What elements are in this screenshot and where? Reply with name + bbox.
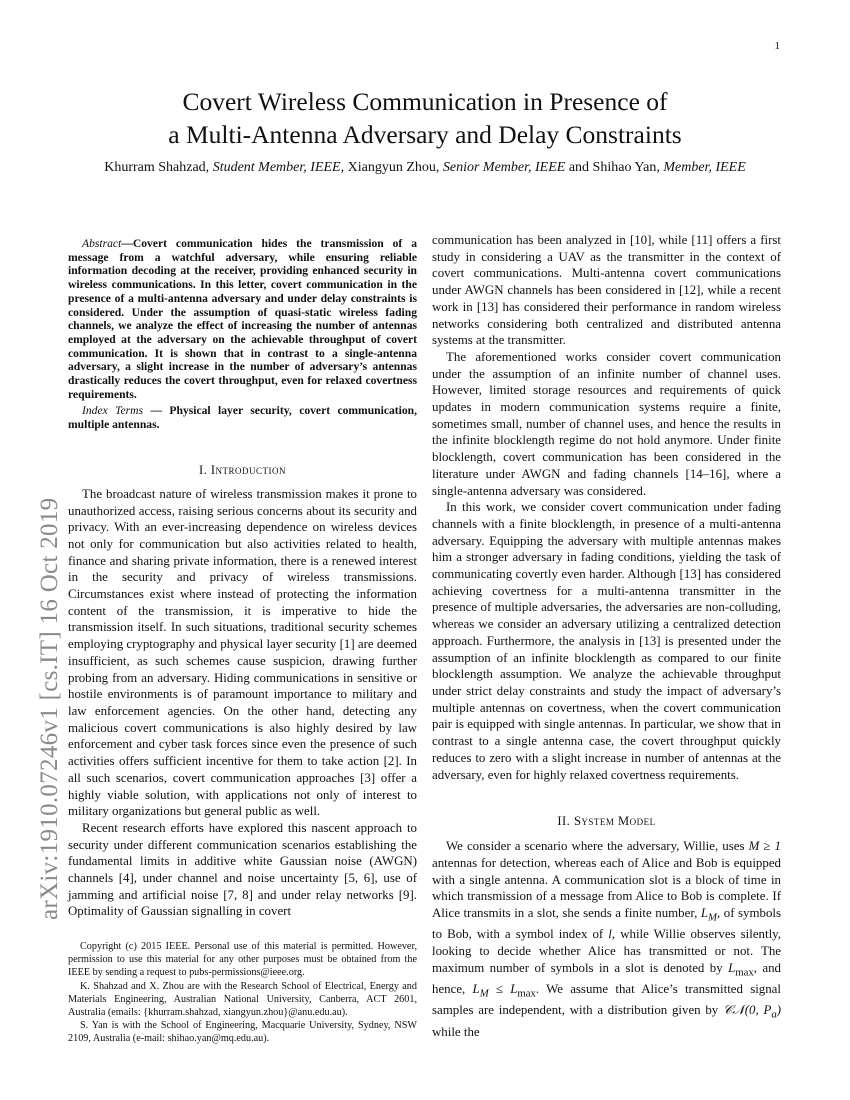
paper-title [0,85,850,151]
section-number: II. [557,814,574,829]
footnotes [68,940,417,1046]
math-inline: L [510,981,518,996]
text-run: , while Willie observes silently, looking to decide whether Alice has transmitted or not. The maximum number of symbols in a slot is denoted by [432,927,781,975]
page-number: 1 [774,40,780,52]
abstract-label: Abstract [82,237,122,250]
math-inline: L [728,960,736,975]
text-run: We consider a scenario where the adversary, Willie, uses [446,839,749,854]
left-column [68,237,417,920]
section-title: System Model [573,814,656,829]
right-column [432,232,781,1040]
math-inline: 𝒞𝒩(0, P [723,1003,772,1018]
math-inline: M ≥ 1 [748,839,781,854]
abstract [68,237,417,401]
text-run: antennas for detection, whereas each of Alice and Bob is equipped with a single antenna. A communication slot is a block of time in which transmission of a message from Alice to Bob is complete. If Alice transmits in a slot, she sends a finite number, [432,855,781,921]
intro-paragraph-1: The broadcast nature of wireless transmission makes it prone to unauthorized access, raising serious concerns about its security and privacy. With an ever-increasing dependence on wireless devices not only for communication but also activities related to health, finance and sharing private information, there is a renewed interest in the security and privacy of wireless transmissions. Circumstances exist where instead of protecting the information content of the transmission, it is imperative to hide the transmission itself. In such situations, traditional security schemes employing cryptography and physical layer security [1] are deemed insufficient, as such schemes cause suspicion, drawing further probing from an adversary. Hiding communications in sensitive or hostile environments is of paramount importance to military and law enforcement agencies. On the other hand, detecting any malicious covert communications is also highly desired by law enforcement and cyber task forces since even the presence of such activities offers sufficient incentive for them to take action [2]. In all such scenarios, covert communication approaches [3] offer a highly viable solution, with applications not only of interest to military organizations but general public as well. [68,486,417,819]
section-heading-introduction [68,463,417,478]
author-1-role: Student Member, IEEE [212,160,341,175]
math-subscript: M [479,987,489,1000]
author-list [0,160,850,176]
math-operator: ≤ [488,981,511,996]
math-inline: ) [776,1003,781,1018]
title-line-1: Covert Wireless Communication in Presence of [182,87,668,116]
author-3: and Shihao Yan, [565,160,664,175]
index-terms-text: — Physical layer security, covert communication, multiple antennas. [68,404,418,432]
math-subscript: a [771,1008,777,1021]
math-subscript: M [708,911,717,924]
author-1: Khurram Shahzad, [104,160,213,175]
section-heading-system-model [432,814,781,829]
intro-paragraph-3: The aforementioned works consider covert communication under the assumption of an infinite number of channel uses. However, limited storage resources and requirements of quick updates in modern communication systems require a finite, sometimes small, number of channel uses, and hence the results in the infinite blocklength regime do not hold anymore. Under finite blocklength, covert communication has been considered in the literature under AWGN and fading channels [14–16], where a single-antenna adversary was considered. [432,349,781,498]
math-inline: l [608,927,612,942]
footnote-affiliation-2: S. Yan is with the School of Engineering, Macquarie University, Sydney, NSW 2109, Australia (e-mail: shihao.yan@mq.edu.au). [68,1020,417,1045]
author-2-role: Senior Member, IEEE [442,160,566,175]
index-terms-label: Index Terms [82,404,144,418]
section-title: Introduction [210,462,287,477]
title-line-2: a Multi-Antenna Adversary and Delay Constraints [168,120,682,149]
math-inline: L [472,981,480,996]
intro-paragraph-2: Recent research efforts have explored this nascent approach to security under different communication scenarios establishing the fundamental limits in additive white Gaussian noise (AWGN) channels [4], under channel and noise uncertainty [5, 6], use of jamming and artificial noise [7, 8] and under relay networks [9]. Optimality of Gaussian signalling in covert [68,820,417,919]
abstract-text: —Covert communication hides the transmission of a message from a watchful adversary, while ensuring reliable information decoding at the receiver, providing enhanced security in wireless communications. In this letter, covert communication in the presence of a multi-antenna adversary and under delay constraints is considered. Under the assumption of quasi-static wireless fading channels, we analyze the effect of increasing the number of antennas employed at the adversary on the achievable throughput of covert communication. It is shown that in contrast to a single-antenna adversary, a slight increase in the number of adversary’s antennas drastically reduces the covert throughput, even for relaxed covertness requirements. [68,237,417,401]
author-2: , Xiangyun Zhou, [340,160,443,175]
intro-paragraph-4: In this work, we consider covert communication under fading channels with a finite blocklength, in presence of a multi-antenna adversary. Equipping the adversary with multiple antennas makes him a stronger adversary in fading conditions, yielding the task of communicating covertly even harder. Although [13] has considered achieving covertness for a multi-antenna transmitter in the presence of multiple adversaries, the adversaries are non-colluding, whereas we consider an adversary utilizing a centralized detection approach. Furthermore, the analysis in [13] is presented under the assumption of an infinite blocklength as compared to our finite blocklength assumption. We analyze the achievable throughput under strict delay constraints and study the impact of adversary’s multiple antennas on covertness, when the covert communication pair is equipped with single antennas. In particular, we show that in contrast to a single antenna case, the covert throughput quickly reduces to zero with a slight increase in number of antennas at the adversary, even for highly relaxed covertness requirements. [432,500,781,782]
system-model-paragraph-1 [432,838,781,1040]
text-run: while the [432,1024,480,1039]
index-terms [68,404,417,431]
text-run: , and hence, [432,960,782,996]
intro-paragraph-2-continued: communication has been analyzed in [10], while [11] offers a first study in considering a UAV as the transmitter in the context of covert communications. Multi-antenna covert communications under AWGN channels has been considered in [12], while a recent work in [13] has considered their performance in random wireless networks considering both centralized and distributed antenna systems at the transmitter. [432,233,781,348]
footnote-copyright: Copyright (c) 2015 IEEE. Personal use of this material is permitted. However, permission to use this material for any other purposes must be obtained from the IEEE by sending a request to pubs-permissions@ieee.org. [68,941,417,979]
footnote-affiliation-1: K. Shahzad and X. Zhou are with the Research School of Electrical, Energy and Materials Engineering, Australian National University, Canberra, ACT 2601, Australia (emails: {khurram.shahzad, xiangyun.zhou}@anu.edu.au). [68,980,417,1019]
author-3-role: Member, IEEE [663,160,746,175]
math-subscript: max [517,987,536,1000]
text-run: . We assume that Alice’s transmitted signal samples are independent, with a distribution given by [432,981,781,1018]
section-number: I. [198,462,211,477]
math-inline: L [700,906,709,921]
math-subscript: max [735,966,754,979]
arxiv-stamp: arXiv:1910.07246v1 [cs.IT] 16 Oct 2019 [36,497,63,920]
text-run: , of symbols to Bob, with a symbol index of [432,906,781,942]
